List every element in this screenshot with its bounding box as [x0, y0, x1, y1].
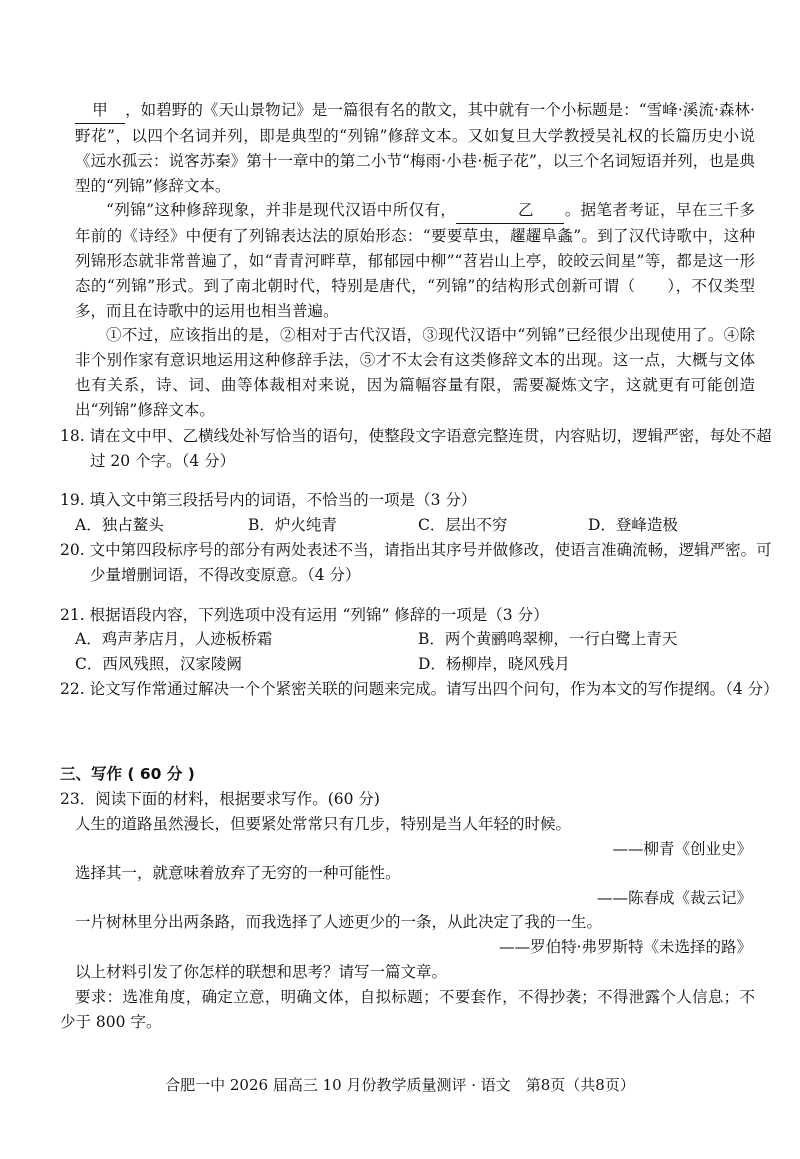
question-21-number: 21.	[60, 606, 85, 624]
question-21-option-a: A．鸡声茅店月，人迹板桥霜	[75, 630, 273, 648]
material-quote-2: 选择其一，就意味着放弃了无穷的一种可能性。	[75, 864, 401, 882]
blank-yi: 乙	[456, 198, 564, 224]
question-19	[60, 488, 780, 513]
material-source-3: ——罗伯特·弗罗斯特《未选择的路》	[499, 938, 752, 956]
passage-paragraph-3-text: ①不过，应该指出的是，②相对于古代汉语，③现代汉语中“列锦”已经很少出现使用了。④除非个别作家有意识地运用这种修辞手法，⑤才不太会有这类修辞文本的出现。这一点，大概与文体也有关系，诗、词、曲等体裁相对来说，因为篇幅容量有限，需要凝炼文字，这就更有可能创造出“列锦”修辞文本。	[75, 326, 755, 419]
passage-paragraph-2-text-a: “列锦”这种修辞现象，并非是现代汉语中所仅有，	[106, 201, 457, 219]
question-19-number: 19.	[60, 491, 85, 509]
question-19-option-a: A．独占鳌头	[75, 516, 164, 534]
material-source-1: ——柳青《创业史》	[612, 840, 752, 858]
question-19-text: 填入文中第三段括号内的词语，不恰当的一项是（3 分）	[89, 491, 477, 509]
material-source-2: ——陈春成《裁云记》	[596, 889, 752, 907]
question-19-option-b: B．炉火纯青	[248, 516, 337, 534]
question-22	[60, 677, 780, 702]
question-21-option-b: B．两个黄鹂鸣翠柳，一行白鹭上青天	[418, 630, 678, 648]
question-20-number: 20.	[60, 541, 85, 559]
passage-paragraph-1-text: ，如碧野的《天山景物记》是一篇很有名的散文，其中就有一个小标题是：“雪峰·溪流·森林·野花”，以四个名词并列，即是典型的“列锦”修辞文本。又如复旦大学教授吴礼权的长篇历史小说《远水孤云：说客苏秦》第十一章中的第二小节“梅雨·小巷·栀子花”，以三个名词短语并列，也是典型的“列锦”修辞文本。	[75, 101, 755, 195]
question-19-option-d: D．登峰造极	[588, 516, 678, 534]
passage-paragraph-2	[75, 198, 755, 324]
question-21	[60, 603, 780, 628]
question-20	[60, 538, 780, 588]
question-23: 23．阅读下面的材料，根据要求写作。(60 分)	[60, 790, 380, 808]
material-quote-3: 一片树林里分出两条路，而我选择了人迹更少的一条，从此决定了我的一生。	[75, 913, 603, 931]
question-21-text: 根据语段内容，下列选项中没有运用 “列锦” 修辞的一项是（3 分）	[89, 606, 549, 624]
question-18-text: 请在文中甲、乙横线处补写恰当的语句，使整段文字语意完整连贯，内容贴切，逻辑严密，每处不超过 20 个字。（4 分）	[89, 427, 772, 470]
question-18	[60, 424, 780, 474]
question-21-option-d: D．杨柳岸，晓风残月	[418, 655, 570, 673]
blank-jia: 甲	[75, 98, 125, 124]
section-heading-writing: 三、写作 ( 60 分 )	[60, 765, 195, 783]
passage-paragraph-1	[75, 98, 755, 199]
page-footer: 合肥一中 2026 届高三 10 月份教学质量测评 · 语文 第8页（共8页）	[165, 1076, 635, 1094]
question-19-option-c: C．层出不穷	[418, 516, 508, 534]
question-21-option-c: C．西风残照，汉家陵阙	[75, 655, 242, 673]
passage-paragraph-3	[75, 323, 755, 423]
writing-prompt: 以上材料引发了你怎样的联想和思考？请写一篇文章。	[75, 963, 448, 981]
question-20-text: 文中第四段标序号的部分有两处表述不当，请指出其序号并做修改，使语言准确流畅，逻辑严密。可少量增删词语，不得改变原意。（4 分）	[89, 541, 772, 584]
question-22-number: 22.	[60, 680, 85, 698]
passage-paragraph-2-text-b: 。据笔者考证，早在三千多年前的《诗经》中便有了列锦表达法的原始形态：“要要草虫，趯趯阜螽”。到了汉代诗歌中，这种列锦形态就非常普遍了，如“青青河畔草，郁郁园中柳”“苕岩山上亭，皎皎云间星”等，都是这一形态的“列锦”形式。到了南北朝时代，特别是唐代，“列锦”的结构形式创新可谓（ ），不仅类型多，而且在诗歌中的运用也相当普遍。	[75, 201, 755, 320]
question-18-number: 18.	[60, 427, 85, 445]
material-quote-1: 人生的道路虽然漫长，但要紧处常常只有几步，特别是当人年轻的时候。	[75, 815, 572, 833]
writing-requirements: 要求：选准角度，确定立意，明确文体，自拟标题；不要套作，不得抄袭；不得泄露个人信息；不少于 800 字。	[60, 988, 755, 1031]
question-22-text: 论文写作常通过解决一个个紧密关联的问题来完成。请写出四个问句，作为本文的写作提纲。（4 分）	[89, 680, 779, 698]
